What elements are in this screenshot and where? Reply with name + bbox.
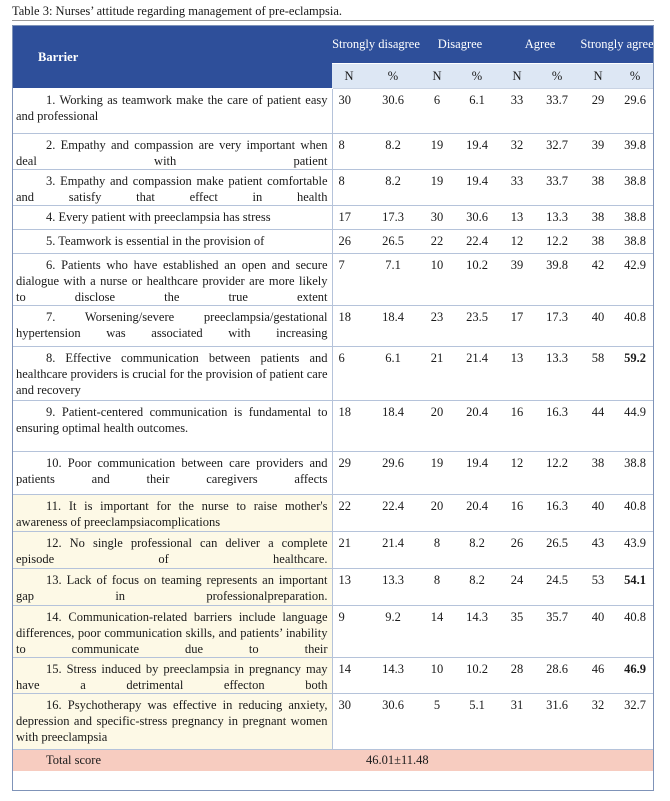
percent-cell: 8.2 xyxy=(454,532,500,569)
percent-cell: 29.6 xyxy=(616,89,654,134)
barrier-header: Barrier xyxy=(12,25,332,89)
percent-cell: 16.3 xyxy=(534,495,580,532)
count-cell: 18 xyxy=(332,306,366,347)
count-cell: 13 xyxy=(500,206,534,230)
percent-cell: 38.8 xyxy=(616,230,654,254)
barrier-text: 4. Every patient with preeclampsia has stress xyxy=(12,206,332,230)
table-row xyxy=(12,347,654,401)
table-row xyxy=(12,89,654,134)
table-row xyxy=(12,254,654,306)
count-cell: 31 xyxy=(500,694,534,750)
percent-cell: 30.6 xyxy=(366,694,420,750)
count-cell: 42 xyxy=(580,254,616,306)
percent-cell: 7.1 xyxy=(366,254,420,306)
count-cell: 19 xyxy=(420,170,454,206)
count-cell: 14 xyxy=(332,658,366,694)
table-row xyxy=(12,694,654,750)
count-cell: 38 xyxy=(580,170,616,206)
count-cell: 9 xyxy=(332,606,366,658)
percent-cell: 33.7 xyxy=(534,170,580,206)
percent-cell: 8.2 xyxy=(454,569,500,606)
percent-cell: 18.4 xyxy=(366,401,420,452)
count-cell: 38 xyxy=(580,206,616,230)
percent-cell: 6.1 xyxy=(454,89,500,134)
count-cell: 39 xyxy=(500,254,534,306)
count-cell: 53 xyxy=(580,569,616,606)
table-row xyxy=(12,452,654,495)
count-cell: 12 xyxy=(500,452,534,495)
pct-header: % xyxy=(616,64,654,89)
count-cell: 35 xyxy=(500,606,534,658)
count-cell: 24 xyxy=(500,569,534,606)
percent-cell: 21.4 xyxy=(454,347,500,401)
barrier-text: 9. Patient-centered communication is fundamental to ensuring optimal health outcomes. xyxy=(12,401,332,452)
n-header: N xyxy=(500,64,534,89)
percent-cell: 39.8 xyxy=(534,254,580,306)
percent-cell: 6.1 xyxy=(366,347,420,401)
count-cell: 10 xyxy=(420,254,454,306)
table-row xyxy=(12,230,654,254)
count-cell: 32 xyxy=(580,694,616,750)
percent-cell: 18.4 xyxy=(366,306,420,347)
percent-cell: 19.4 xyxy=(454,452,500,495)
percent-cell: 26.5 xyxy=(366,230,420,254)
count-cell: 18 xyxy=(332,401,366,452)
percent-cell: 24.5 xyxy=(534,569,580,606)
count-cell: 22 xyxy=(420,230,454,254)
table-row xyxy=(12,606,654,658)
count-cell: 23 xyxy=(420,306,454,347)
strongly-disagree-header: Strongly disagree xyxy=(332,25,420,64)
count-cell: 30 xyxy=(332,694,366,750)
percent-cell: 14.3 xyxy=(454,606,500,658)
percent-cell: 32.7 xyxy=(616,694,654,750)
count-cell: 32 xyxy=(500,134,534,170)
disagree-header: Disagree xyxy=(420,25,500,64)
total-score-value: 46.01±11.48 xyxy=(332,750,654,772)
table-row xyxy=(12,306,654,347)
percent-cell: 42.9 xyxy=(616,254,654,306)
count-cell: 33 xyxy=(500,89,534,134)
percent-cell: 40.8 xyxy=(616,606,654,658)
table-row xyxy=(12,569,654,606)
count-cell: 16 xyxy=(500,401,534,452)
count-cell: 38 xyxy=(580,230,616,254)
count-cell: 44 xyxy=(580,401,616,452)
count-cell: 38 xyxy=(580,452,616,495)
barrier-text: 2. Empathy and compassion are very important when deal with patient xyxy=(12,134,332,170)
pct-header: % xyxy=(366,64,420,89)
count-cell: 19 xyxy=(420,452,454,495)
percent-cell: 22.4 xyxy=(454,230,500,254)
count-cell: 6 xyxy=(420,89,454,134)
table-row xyxy=(12,170,654,206)
count-cell: 12 xyxy=(500,230,534,254)
barrier-text: 7. Worsening/severe preeclampsia/gestational hypertension was associated with increasing xyxy=(12,306,332,347)
percent-cell: 43.9 xyxy=(616,532,654,569)
barrier-text: 8. Effective communication between patients and healthcare providers is crucial for the provision of patient care and recovery xyxy=(12,347,332,401)
count-cell: 33 xyxy=(500,170,534,206)
barrier-text: 10. Poor communication between care providers and patients and their caregivers affects xyxy=(12,452,332,495)
count-cell: 8 xyxy=(420,532,454,569)
percent-cell: 8.2 xyxy=(366,170,420,206)
percent-cell: 14.3 xyxy=(366,658,420,694)
table-row xyxy=(12,134,654,170)
barrier-text: 5. Teamwork is essential in the provision of xyxy=(12,230,332,254)
barrier-text: 12. No single professional can deliver a complete episode of healthcare. xyxy=(12,532,332,569)
barrier-text: 14. Communication-related barriers include language differences, poor communication skills, and patients’ inability to communicate due to their xyxy=(12,606,332,658)
percent-cell: 44.9 xyxy=(616,401,654,452)
count-cell: 8 xyxy=(420,569,454,606)
percent-cell: 32.7 xyxy=(534,134,580,170)
pct-header: % xyxy=(534,64,580,89)
percent-cell: 9.2 xyxy=(366,606,420,658)
barrier-text: 1. Working as teamwork make the care of patient easy and professional xyxy=(12,89,332,134)
count-cell: 14 xyxy=(420,606,454,658)
count-cell: 26 xyxy=(500,532,534,569)
percent-cell: 35.7 xyxy=(534,606,580,658)
percent-cell: 13.3 xyxy=(534,206,580,230)
percent-cell: 38.8 xyxy=(616,170,654,206)
count-cell: 40 xyxy=(580,495,616,532)
percent-cell: 10.2 xyxy=(454,658,500,694)
barrier-text: 3. Empathy and compassion make patient comfortable and satisfy that effect in health xyxy=(12,170,332,206)
count-cell: 40 xyxy=(580,306,616,347)
count-cell: 39 xyxy=(580,134,616,170)
count-cell: 20 xyxy=(420,495,454,532)
count-cell: 13 xyxy=(500,347,534,401)
percent-cell: 20.4 xyxy=(454,401,500,452)
n-header: N xyxy=(332,64,366,89)
count-cell: 29 xyxy=(580,89,616,134)
count-cell: 5 xyxy=(420,694,454,750)
count-cell: 21 xyxy=(420,347,454,401)
table-caption: Table 3: Nurses’ attitude regarding management of pre-eclampsia. xyxy=(12,4,654,21)
percent-cell: 13.3 xyxy=(366,569,420,606)
percent-cell: 38.8 xyxy=(616,206,654,230)
percent-cell: 10.2 xyxy=(454,254,500,306)
percent-cell: 31.6 xyxy=(534,694,580,750)
percent-cell: 28.6 xyxy=(534,658,580,694)
percent-cell: 19.4 xyxy=(454,134,500,170)
percent-cell: 17.3 xyxy=(366,206,420,230)
count-cell: 30 xyxy=(332,89,366,134)
percent-cell: 21.4 xyxy=(366,532,420,569)
percent-cell: 46.9 xyxy=(616,658,654,694)
percent-cell: 17.3 xyxy=(534,306,580,347)
attitude-table xyxy=(12,25,654,771)
barrier-text: 6. Patients who have established an open and secure dialogue with a nurse or healthcare provider are more likely to disclose the true extent xyxy=(12,254,332,306)
count-cell: 30 xyxy=(420,206,454,230)
agree-header: Agree xyxy=(500,25,580,64)
strongly-agree-header: Strongly agree xyxy=(580,25,654,64)
percent-cell: 40.8 xyxy=(616,306,654,347)
table-row xyxy=(12,206,654,230)
barrier-text: 16. Psychotherapy was effective in reducing anxiety, depression and specific-stress pregnancy in pregnant women with preeclampsia xyxy=(12,694,332,750)
percent-cell: 13.3 xyxy=(534,347,580,401)
percent-cell: 16.3 xyxy=(534,401,580,452)
percent-cell: 12.2 xyxy=(534,230,580,254)
count-cell: 22 xyxy=(332,495,366,532)
count-cell: 28 xyxy=(500,658,534,694)
percent-cell: 38.8 xyxy=(616,452,654,495)
count-cell: 58 xyxy=(580,347,616,401)
count-cell: 19 xyxy=(420,134,454,170)
count-cell: 8 xyxy=(332,170,366,206)
percent-cell: 29.6 xyxy=(366,452,420,495)
percent-cell: 12.2 xyxy=(534,452,580,495)
count-cell: 26 xyxy=(332,230,366,254)
n-header: N xyxy=(420,64,454,89)
barrier-text: 11. It is important for the nurse to raise mother's awareness of preeclampsiacomplications xyxy=(12,495,332,532)
table-row xyxy=(12,401,654,452)
table-row xyxy=(12,532,654,569)
barrier-text: 13. Lack of focus on teaming represents an important gap in professionalpreparation. xyxy=(12,569,332,606)
percent-cell: 59.2 xyxy=(616,347,654,401)
percent-cell: 5.1 xyxy=(454,694,500,750)
percent-cell: 30.6 xyxy=(454,206,500,230)
count-cell: 10 xyxy=(420,658,454,694)
table-row xyxy=(12,495,654,532)
count-cell: 6 xyxy=(332,347,366,401)
table-row xyxy=(12,658,654,694)
count-cell: 8 xyxy=(332,134,366,170)
barrier-text: 15. Stress induced by preeclampsia in pregnancy may have a detrimental effecton both xyxy=(12,658,332,694)
count-cell: 13 xyxy=(332,569,366,606)
percent-cell: 40.8 xyxy=(616,495,654,532)
n-header: N xyxy=(580,64,616,89)
percent-cell: 22.4 xyxy=(366,495,420,532)
count-cell: 43 xyxy=(580,532,616,569)
count-cell: 21 xyxy=(332,532,366,569)
count-cell: 40 xyxy=(580,606,616,658)
count-cell: 17 xyxy=(500,306,534,347)
percent-cell: 33.7 xyxy=(534,89,580,134)
count-cell: 16 xyxy=(500,495,534,532)
percent-cell: 23.5 xyxy=(454,306,500,347)
count-cell: 46 xyxy=(580,658,616,694)
count-cell: 7 xyxy=(332,254,366,306)
total-score-label: Total score xyxy=(12,750,332,772)
count-cell: 29 xyxy=(332,452,366,495)
percent-cell: 20.4 xyxy=(454,495,500,532)
percent-cell: 39.8 xyxy=(616,134,654,170)
percent-cell: 26.5 xyxy=(534,532,580,569)
count-cell: 20 xyxy=(420,401,454,452)
percent-cell: 19.4 xyxy=(454,170,500,206)
percent-cell: 30.6 xyxy=(366,89,420,134)
percent-cell: 8.2 xyxy=(366,134,420,170)
percent-cell: 54.1 xyxy=(616,569,654,606)
pct-header: % xyxy=(454,64,500,89)
count-cell: 17 xyxy=(332,206,366,230)
